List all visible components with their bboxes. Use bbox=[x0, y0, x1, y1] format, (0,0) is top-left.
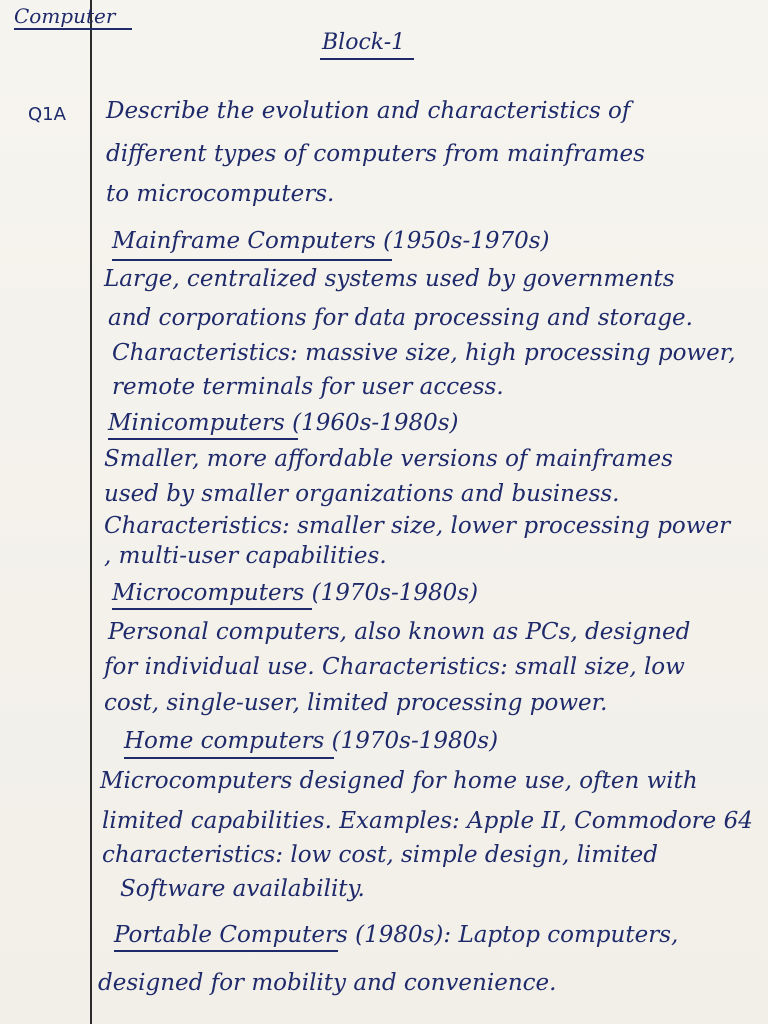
section-line: remote terminals for user access. bbox=[112, 374, 504, 400]
block-title: Block-1 bbox=[322, 30, 406, 55]
section-line: Personal computers, also known as PCs, designed bbox=[108, 619, 691, 645]
section-line: for individual use. Characteristics: small size, low bbox=[104, 654, 685, 680]
question-line: to microcomputers. bbox=[106, 181, 335, 207]
section-heading-home-computers: Home computers (1970s-1980s) bbox=[124, 728, 499, 754]
subject-underline bbox=[14, 28, 132, 30]
section-heading-portable-computers: Portable Computers (1980s): Laptop computers, bbox=[114, 922, 679, 948]
section-line: Smaller, more affordable versions of mainframes bbox=[104, 446, 673, 472]
section-line: Software availability. bbox=[120, 876, 365, 902]
section-line: characteristics: low cost, simple design, limited bbox=[102, 842, 659, 868]
section-line: Characteristics: smaller size, lower processing power bbox=[104, 513, 731, 539]
section-line: limited capabilities. Examples: Apple II, Commodore 64 bbox=[102, 808, 753, 834]
section-line: Characteristics: massive size, high processing power, bbox=[112, 340, 736, 366]
question-line: different types of computers from mainframes bbox=[106, 141, 645, 167]
heading-underline bbox=[112, 259, 392, 261]
section-heading-microcomputers: Microcomputers (1970s-1980s) bbox=[112, 580, 479, 606]
section-line: Large, centralized systems used by governments bbox=[104, 266, 675, 292]
section-line: , multi-user capabilities. bbox=[104, 543, 387, 569]
section-line: cost, single-user, limited processing power. bbox=[104, 690, 608, 716]
question-number: Q1A bbox=[28, 104, 66, 125]
subject-title: Computer bbox=[14, 4, 116, 28]
section-line: Microcomputers designed for home use, often with bbox=[100, 768, 698, 794]
section-heading-mainframe: Mainframe Computers (1950s-1970s) bbox=[112, 228, 550, 254]
heading-underline bbox=[124, 757, 334, 759]
heading-underline bbox=[114, 950, 338, 952]
section-heading-minicomputers: Minicomputers (1960s-1980s) bbox=[108, 410, 459, 436]
block-underline bbox=[320, 58, 414, 60]
heading-underline bbox=[112, 608, 312, 610]
section-line: and corporations for data processing and storage. bbox=[108, 305, 693, 331]
section-line: designed for mobility and convenience. bbox=[98, 970, 557, 996]
question-line: Describe the evolution and characteristics of bbox=[106, 98, 631, 124]
section-line: used by smaller organizations and business. bbox=[104, 481, 620, 507]
margin-line bbox=[90, 0, 92, 1024]
heading-underline bbox=[108, 438, 298, 440]
